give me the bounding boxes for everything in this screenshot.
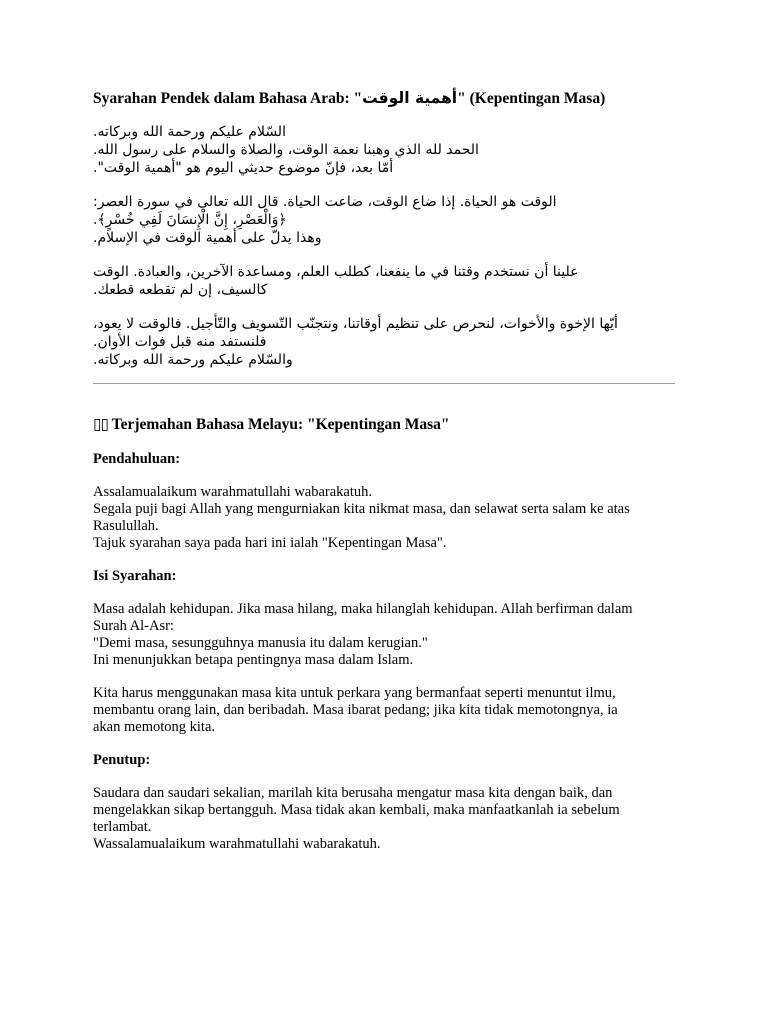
text-line: mengelakkan sikap bertangguh. Masa tidak akan kembali, maka manfaatkanlah ia sebelum	[93, 802, 620, 818]
arabic-line: فلنستفد منه قبل فوات الأوان.	[93, 334, 267, 350]
text-line: terlambat.	[93, 819, 152, 835]
document-title	[93, 88, 675, 109]
arabic-closing	[93, 315, 675, 369]
arabic-body-2	[93, 263, 675, 299]
text-line: Segala puji bagi Allah yang mengurniakan kita nikmat masa, dan selawat serta salam ke atas	[93, 501, 630, 517]
section-heading-pendahuluan: Pendahuluan:	[93, 451, 181, 467]
text-line: Masa adalah kehidupan. Jika masa hilang, maka hilanglah kehidupan. Allah berfirman dalam	[93, 601, 633, 617]
title-suffix: " (Kepentingan Masa)	[457, 90, 606, 107]
arabic-body-1	[93, 193, 675, 247]
text-line: Ini menunjukkan betapa pentingnya masa dalam Islam.	[93, 652, 414, 668]
paragraph-isi-2	[93, 685, 675, 736]
arabic-line: والسّلام عليكم ورحمة الله وبركاته.	[93, 352, 293, 368]
flag-icon: ▯▯	[93, 415, 109, 433]
arabic-line: ﴿وَالْعَصْرِ، إِنَّ الْإِنسَانَ لَفِي خُسْرٍ﴾.	[93, 212, 287, 228]
text-line: akan memotong kita.	[93, 719, 216, 735]
paragraph-penutup	[93, 785, 675, 853]
text-line: Kita harus menggunakan masa kita untuk perkara yang bermanfaat seperti menuntut ilmu,	[93, 685, 616, 701]
arabic-line: وهذا يدلّ على أهمية الوقت في الإسلام.	[93, 230, 322, 246]
title-prefix: Syarahan Pendek dalam Bahasa Arab: "	[93, 90, 363, 107]
arabic-line: السّلام عليكم ورحمة الله وبركاته.	[93, 124, 286, 140]
arabic-line: الحمد لله الذي وهبنا نعمة الوقت، والصلاة والسلام على رسول الله.	[93, 142, 479, 158]
paragraph-pendahuluan	[93, 484, 675, 552]
title-arabic: أهمية الوقت	[362, 89, 458, 107]
text-line: Surah Al-Asr:	[93, 618, 174, 634]
text-line: "Demi masa, sesungguhnya manusia itu dalam kerugian."	[93, 635, 428, 651]
text-line: Wassalamualaikum warahmatullahi wabarakatuh.	[93, 836, 381, 852]
arabic-line: كالسيف، إن لم تقطعه قطعك.	[93, 282, 268, 298]
arabic-line: علينا أن نستخدم وقتنا في ما ينفعنا، كطلب العلم، ومساعدة الآخرين، والعبادة. الوقت	[93, 264, 579, 280]
text-line: Saudara dan saudari sekalian, marilah kita berusaha mengatur masa kita dengan baik, dan	[93, 785, 613, 801]
translation-heading-text: Terjemahan Bahasa Melayu: "Kepentingan Masa"	[111, 416, 450, 433]
text-line: Tajuk syarahan saya pada hari ini ialah "Kepentingan Masa".	[93, 535, 447, 551]
arabic-line: أمّا بعد، فإنّ موضوع حديثي اليوم هو "أهمية الوقت".	[93, 160, 394, 176]
section-heading-penutup: Penutup:	[93, 752, 151, 768]
paragraph-isi-1	[93, 601, 675, 669]
translation-heading	[93, 414, 675, 435]
section-heading-isi: Isi Syarahan:	[93, 568, 177, 584]
text-line: Rasulullah.	[93, 518, 159, 534]
document-page	[93, 88, 675, 869]
text-line: membantu orang lain, dan beribadah. Masa ibarat pedang; jika kita tidak memotongnya, ia	[93, 702, 618, 718]
section-divider	[93, 383, 675, 384]
arabic-line: الوقت هو الحياة. إذا ضاع الوقت، ضاعت الحياة. قال الله تعالى في سورة العصر:	[93, 194, 557, 210]
text-line: Assalamualaikum warahmatullahi wabarakatuh.	[93, 484, 373, 500]
arabic-opening	[93, 123, 675, 177]
arabic-line: أيّها الإخوة والأخوات، لنحرص على تنظيم أوقاتنا، ونتجنّب التّسويف والتّأجيل. فالوقت لا يعود،	[93, 316, 618, 332]
